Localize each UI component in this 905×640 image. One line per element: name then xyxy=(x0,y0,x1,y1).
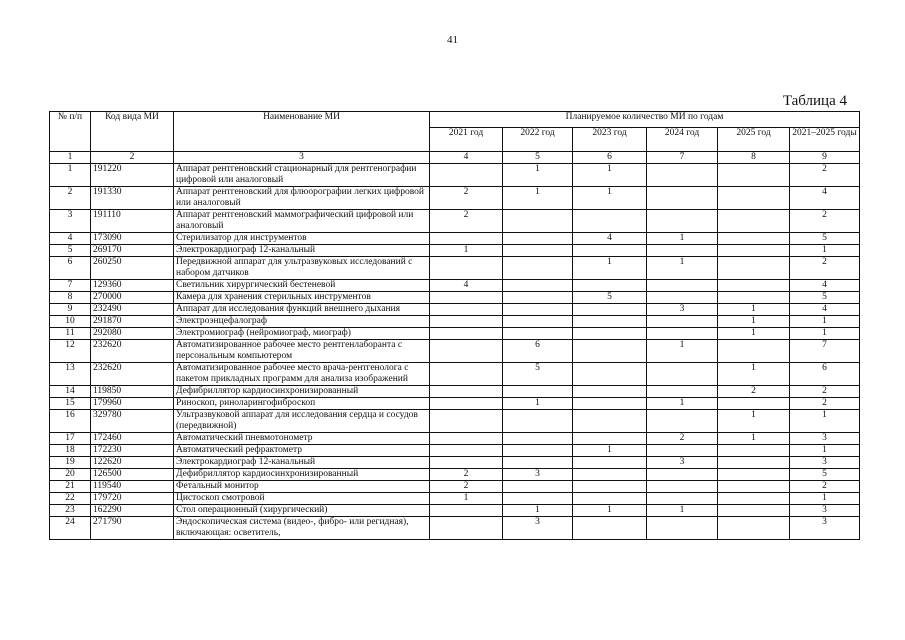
row-code: 126500 xyxy=(91,469,174,481)
row-qty-2025: 1 xyxy=(718,433,790,445)
row-qty-2021 xyxy=(430,257,503,280)
row-qty-total: 2 xyxy=(790,210,860,233)
table-row xyxy=(50,457,860,469)
row-name: Эндоскопическая система (видео-, фибро- или регидная), включающая: осветитель, xyxy=(174,517,430,540)
row-number: 5 xyxy=(50,245,91,257)
row-qty-2025 xyxy=(718,340,790,363)
row-qty-total: 5 xyxy=(790,233,860,245)
row-qty-2021 xyxy=(430,233,503,245)
row-qty-2021 xyxy=(430,292,503,304)
column-number: 5 xyxy=(503,152,573,164)
row-code: 292080 xyxy=(91,328,174,340)
row-qty-total: 3 xyxy=(790,517,860,540)
row-name: Камера для хранения стерильных инструментов xyxy=(174,292,430,304)
row-qty-total: 2 xyxy=(790,398,860,410)
row-qty-2023 xyxy=(573,280,647,292)
row-qty-2025 xyxy=(718,257,790,280)
row-code: 329780 xyxy=(91,410,174,433)
row-number: 19 xyxy=(50,457,91,469)
row-qty-2025 xyxy=(718,245,790,257)
row-qty-total: 3 xyxy=(790,433,860,445)
row-qty-2021 xyxy=(430,340,503,363)
row-qty-2025: 2 xyxy=(718,386,790,398)
row-qty-2022: 1 xyxy=(503,505,573,517)
row-qty-2021 xyxy=(430,304,503,316)
row-qty-2024: 2 xyxy=(647,433,718,445)
row-number: 6 xyxy=(50,257,91,280)
row-qty-2024 xyxy=(647,328,718,340)
row-qty-total: 4 xyxy=(790,187,860,210)
row-qty-total: 2 xyxy=(790,386,860,398)
table-row xyxy=(50,210,860,233)
page-number: 41 xyxy=(447,34,458,46)
row-qty-2021 xyxy=(430,328,503,340)
row-qty-2023 xyxy=(573,493,647,505)
row-number: 16 xyxy=(50,410,91,433)
row-qty-2024 xyxy=(647,363,718,386)
row-qty-2021 xyxy=(430,457,503,469)
row-qty-total: 1 xyxy=(790,493,860,505)
row-qty-2025 xyxy=(718,210,790,233)
row-qty-2025 xyxy=(718,505,790,517)
row-qty-2022: 3 xyxy=(503,469,573,481)
row-qty-total: 1 xyxy=(790,245,860,257)
row-qty-total: 2 xyxy=(790,481,860,493)
row-qty-total: 3 xyxy=(790,457,860,469)
row-qty-2023 xyxy=(573,316,647,328)
row-qty-2022: 3 xyxy=(503,517,573,540)
row-qty-2025 xyxy=(718,481,790,493)
row-qty-2021 xyxy=(430,316,503,328)
row-qty-2021: 1 xyxy=(430,493,503,505)
table-row xyxy=(50,304,860,316)
row-qty-2022: 1 xyxy=(503,164,573,187)
row-qty-2021: 4 xyxy=(430,280,503,292)
table-row xyxy=(50,280,860,292)
row-code: 172230 xyxy=(91,445,174,457)
column-number: 2 xyxy=(91,152,174,164)
row-number: 17 xyxy=(50,433,91,445)
row-code: 179720 xyxy=(91,493,174,505)
row-qty-2024 xyxy=(647,187,718,210)
row-qty-2021 xyxy=(430,363,503,386)
row-qty-2021: 1 xyxy=(430,245,503,257)
row-qty-2025 xyxy=(718,398,790,410)
table-row xyxy=(50,187,860,210)
row-qty-2024 xyxy=(647,316,718,328)
row-qty-2024 xyxy=(647,386,718,398)
row-code: 122620 xyxy=(91,457,174,469)
row-name: Передвижной аппарат для ультразвуковых исследований с набором датчиков xyxy=(174,257,430,280)
row-number: 12 xyxy=(50,340,91,363)
row-qty-2023: 1 xyxy=(573,257,647,280)
row-qty-2023 xyxy=(573,457,647,469)
row-qty-2024 xyxy=(647,210,718,233)
row-name: Автоматический пневмотонометр xyxy=(174,433,430,445)
table-row xyxy=(50,386,860,398)
row-qty-2022: 1 xyxy=(503,187,573,210)
table-row xyxy=(50,245,860,257)
row-qty-2025 xyxy=(718,292,790,304)
row-qty-2024: 1 xyxy=(647,233,718,245)
header-year-2022: 2022 год xyxy=(503,128,573,152)
row-qty-2023: 1 xyxy=(573,187,647,210)
row-qty-2023 xyxy=(573,398,647,410)
row-qty-2025 xyxy=(718,164,790,187)
row-qty-2023 xyxy=(573,340,647,363)
row-qty-2025: 1 xyxy=(718,363,790,386)
row-qty-2025: 1 xyxy=(718,410,790,433)
header-name: Наименование МИ xyxy=(174,112,430,152)
row-number: 13 xyxy=(50,363,91,386)
table-row xyxy=(50,445,860,457)
row-code: 172460 xyxy=(91,433,174,445)
row-qty-2024: 1 xyxy=(647,505,718,517)
row-code: 191110 xyxy=(91,210,174,233)
row-qty-2025 xyxy=(718,457,790,469)
column-number: 8 xyxy=(718,152,790,164)
row-number: 7 xyxy=(50,280,91,292)
row-qty-2024 xyxy=(647,517,718,540)
row-qty-2024 xyxy=(647,445,718,457)
row-qty-total: 4 xyxy=(790,280,860,292)
row-qty-total: 3 xyxy=(790,505,860,517)
row-qty-2025: 1 xyxy=(718,316,790,328)
row-qty-2022 xyxy=(503,280,573,292)
row-qty-2022 xyxy=(503,481,573,493)
row-qty-2022 xyxy=(503,245,573,257)
row-qty-2024 xyxy=(647,292,718,304)
row-qty-total: 2 xyxy=(790,257,860,280)
row-code: 179960 xyxy=(91,398,174,410)
row-name: Фетальный монитор xyxy=(174,481,430,493)
row-qty-total: 1 xyxy=(790,316,860,328)
row-code: 162290 xyxy=(91,505,174,517)
column-number-row xyxy=(50,152,860,164)
table-row xyxy=(50,469,860,481)
column-number: 1 xyxy=(50,152,91,164)
row-qty-2023 xyxy=(573,363,647,386)
row-qty-2023 xyxy=(573,433,647,445)
row-qty-2024 xyxy=(647,410,718,433)
table-row xyxy=(50,164,860,187)
column-number: 3 xyxy=(174,152,430,164)
row-qty-total: 1 xyxy=(790,445,860,457)
row-number: 20 xyxy=(50,469,91,481)
row-name: Дефибриллятор кардиосинхронизированный xyxy=(174,386,430,398)
row-number: 9 xyxy=(50,304,91,316)
row-number: 11 xyxy=(50,328,91,340)
row-qty-2024 xyxy=(647,493,718,505)
row-qty-total: 1 xyxy=(790,410,860,433)
row-name: Электрокардиограф 12-канальный xyxy=(174,245,430,257)
row-code: 119850 xyxy=(91,386,174,398)
row-name: Аппарат рентгеновский маммографический цифровой или аналоговый xyxy=(174,210,430,233)
row-name: Аппарат рентгеновский стационарный для рентгенографии цифровой или аналоговый xyxy=(174,164,430,187)
header-code: Код вида МИ xyxy=(91,112,174,152)
table-row xyxy=(50,517,860,540)
row-qty-2022: 1 xyxy=(503,398,573,410)
row-qty-2022 xyxy=(503,457,573,469)
row-qty-2025: 1 xyxy=(718,304,790,316)
row-qty-2023 xyxy=(573,517,647,540)
row-name: Аппарат для исследования функций внешнего дыхания xyxy=(174,304,430,316)
row-qty-2021: 2 xyxy=(430,481,503,493)
row-qty-2024: 3 xyxy=(647,457,718,469)
row-name: Риноскоп, риноларингофиброскоп xyxy=(174,398,430,410)
row-name: Стол операционный (хирургический) xyxy=(174,505,430,517)
row-qty-2022: 6 xyxy=(503,340,573,363)
row-number: 23 xyxy=(50,505,91,517)
row-qty-2021 xyxy=(430,433,503,445)
row-code: 119540 xyxy=(91,481,174,493)
row-qty-2025 xyxy=(718,517,790,540)
row-number: 10 xyxy=(50,316,91,328)
header-planned: Планируемое количество МИ по годам xyxy=(430,112,860,128)
row-qty-2021: 2 xyxy=(430,210,503,233)
row-qty-total: 5 xyxy=(790,292,860,304)
row-qty-2022 xyxy=(503,493,573,505)
table-row xyxy=(50,505,860,517)
row-qty-2023: 1 xyxy=(573,445,647,457)
row-qty-2024: 3 xyxy=(647,304,718,316)
row-qty-total: 2 xyxy=(790,164,860,187)
row-qty-2023: 1 xyxy=(573,505,647,517)
row-qty-2021 xyxy=(430,505,503,517)
table-row xyxy=(50,257,860,280)
row-qty-2025 xyxy=(718,233,790,245)
row-name: Электроэнцефалограф xyxy=(174,316,430,328)
row-code: 260250 xyxy=(91,257,174,280)
row-number: 15 xyxy=(50,398,91,410)
row-number: 1 xyxy=(50,164,91,187)
table-row xyxy=(50,363,860,386)
row-qty-2022 xyxy=(503,210,573,233)
row-code: 271790 xyxy=(91,517,174,540)
row-qty-2022 xyxy=(503,386,573,398)
header-num: № п/п xyxy=(50,112,91,152)
row-code: 129360 xyxy=(91,280,174,292)
row-qty-2024 xyxy=(647,469,718,481)
row-qty-2025 xyxy=(718,445,790,457)
row-number: 4 xyxy=(50,233,91,245)
row-name: Автоматический рефрактометр xyxy=(174,445,430,457)
row-code: 291870 xyxy=(91,316,174,328)
row-name: Светильник хирургический бестеневой xyxy=(174,280,430,292)
row-code: 232620 xyxy=(91,340,174,363)
row-qty-2021 xyxy=(430,398,503,410)
table-row xyxy=(50,340,860,363)
row-qty-2022 xyxy=(503,233,573,245)
row-code: 232620 xyxy=(91,363,174,386)
row-qty-2022 xyxy=(503,292,573,304)
row-number: 8 xyxy=(50,292,91,304)
row-qty-2022 xyxy=(503,328,573,340)
row-qty-total: 4 xyxy=(790,304,860,316)
row-name: Дефибриллятор кардиосинхронизированный xyxy=(174,469,430,481)
table-row xyxy=(50,398,860,410)
row-qty-2021 xyxy=(430,386,503,398)
column-number: 9 xyxy=(790,152,860,164)
row-name: Электрокардиограф 12-канальный xyxy=(174,457,430,469)
row-qty-2024 xyxy=(647,245,718,257)
row-qty-2024: 1 xyxy=(647,257,718,280)
row-number: 14 xyxy=(50,386,91,398)
row-qty-2023 xyxy=(573,469,647,481)
table-row xyxy=(50,410,860,433)
row-qty-2022 xyxy=(503,410,573,433)
row-qty-2023 xyxy=(573,481,647,493)
table-caption: Таблица 4 xyxy=(782,93,847,109)
row-qty-2021: 2 xyxy=(430,469,503,481)
table-row xyxy=(50,292,860,304)
row-qty-2023: 4 xyxy=(573,233,647,245)
row-qty-2022 xyxy=(503,445,573,457)
row-qty-2025 xyxy=(718,493,790,505)
row-code: 173090 xyxy=(91,233,174,245)
row-qty-2021 xyxy=(430,445,503,457)
row-qty-2022 xyxy=(503,316,573,328)
table-row xyxy=(50,433,860,445)
table-row xyxy=(50,481,860,493)
row-qty-2022 xyxy=(503,257,573,280)
row-qty-2023 xyxy=(573,245,647,257)
row-qty-2025 xyxy=(718,469,790,481)
row-code: 269170 xyxy=(91,245,174,257)
row-number: 2 xyxy=(50,187,91,210)
row-qty-total: 7 xyxy=(790,340,860,363)
row-name: Ультразвуковой аппарат для исследования сердца и сосудов (передвижной) xyxy=(174,410,430,433)
row-qty-2023: 5 xyxy=(573,292,647,304)
header-year-2024: 2024 год xyxy=(647,128,718,152)
row-qty-2021 xyxy=(430,410,503,433)
header-year-2021: 2021 год xyxy=(430,128,503,152)
row-qty-total: 1 xyxy=(790,328,860,340)
row-code: 270000 xyxy=(91,292,174,304)
row-qty-2023 xyxy=(573,304,647,316)
row-code: 191330 xyxy=(91,187,174,210)
column-number: 4 xyxy=(430,152,503,164)
row-qty-2025 xyxy=(718,187,790,210)
row-qty-2021 xyxy=(430,517,503,540)
row-qty-2022 xyxy=(503,433,573,445)
row-qty-2023 xyxy=(573,210,647,233)
row-number: 18 xyxy=(50,445,91,457)
row-qty-2021: 2 xyxy=(430,187,503,210)
row-number: 3 xyxy=(50,210,91,233)
row-qty-2024: 1 xyxy=(647,340,718,363)
row-qty-2024: 1 xyxy=(647,398,718,410)
row-qty-2023 xyxy=(573,410,647,433)
row-qty-total: 6 xyxy=(790,363,860,386)
row-name: Аппарат рентгеновский для флюорографии легких цифровой или аналоговый xyxy=(174,187,430,210)
table-row xyxy=(50,316,860,328)
equipment-plan-table xyxy=(49,111,860,540)
header-total: 2021–2025 годы xyxy=(790,128,860,152)
row-qty-2025: 1 xyxy=(718,328,790,340)
row-qty-2021 xyxy=(430,164,503,187)
row-qty-2024 xyxy=(647,164,718,187)
row-code: 191220 xyxy=(91,164,174,187)
row-qty-2024 xyxy=(647,280,718,292)
row-qty-2023 xyxy=(573,328,647,340)
table-row xyxy=(50,233,860,245)
row-qty-total: 5 xyxy=(790,469,860,481)
header-year-2025: 2025 год xyxy=(718,128,790,152)
row-name: Автоматизированное рабочее место врача-рентгенолога с пакетом прикладных программ для анализа изображений xyxy=(174,363,430,386)
row-qty-2023: 1 xyxy=(573,164,647,187)
table-row xyxy=(50,328,860,340)
table-row xyxy=(50,493,860,505)
row-qty-2025 xyxy=(718,280,790,292)
column-number: 6 xyxy=(573,152,647,164)
row-name: Стерилизатор для инструментов xyxy=(174,233,430,245)
row-qty-2022: 5 xyxy=(503,363,573,386)
column-number: 7 xyxy=(647,152,718,164)
row-number: 21 xyxy=(50,481,91,493)
row-name: Электромиограф (нейромиограф, миограф) xyxy=(174,328,430,340)
row-qty-2022 xyxy=(503,304,573,316)
row-qty-2024 xyxy=(647,481,718,493)
row-number: 22 xyxy=(50,493,91,505)
row-number: 24 xyxy=(50,517,91,540)
row-name: Автоматизированное рабочее место рентгенлаборанта с персональным компьютером xyxy=(174,340,430,363)
row-code: 232490 xyxy=(91,304,174,316)
row-qty-2023 xyxy=(573,386,647,398)
row-name: Цистоскоп смотровой xyxy=(174,493,430,505)
header-year-2023: 2023 год xyxy=(573,128,647,152)
